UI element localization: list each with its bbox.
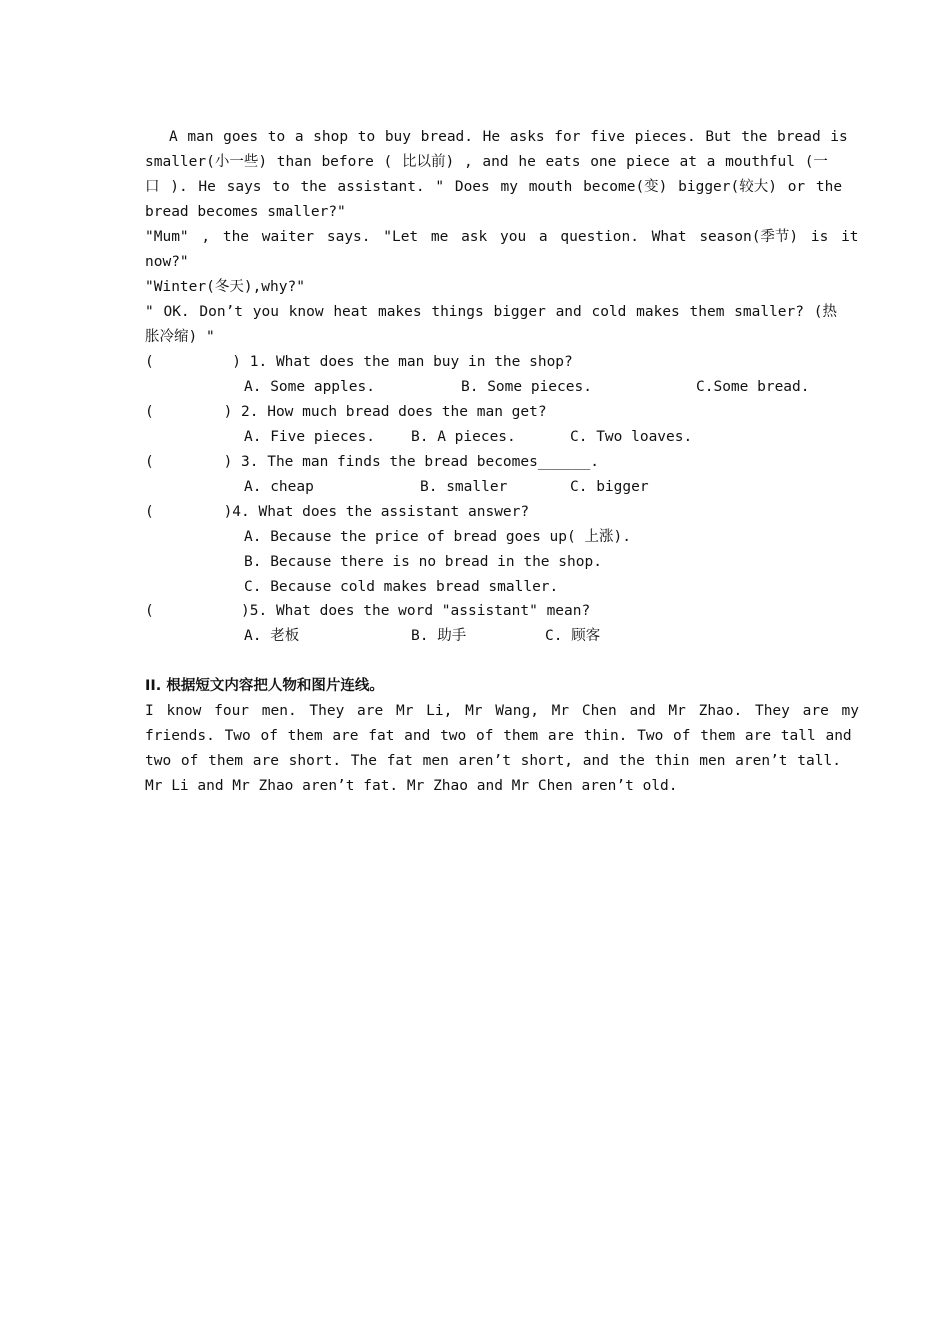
question-3-option-a: A. cheap xyxy=(244,479,314,495)
question-4-stem: ( )4. What does the assistant answer? xyxy=(145,504,530,520)
question-5-option-b: B. 助手 xyxy=(411,628,467,644)
question-3-stem: ( ) 3. The man finds the bread becomes______. xyxy=(145,454,599,470)
passage-line-4: bread becomes smaller?" xyxy=(145,204,346,220)
question-3-option-b: B. smaller xyxy=(420,479,508,495)
section-2-line-1: I know four men. They are Mr Li, Mr Wang, Mr Chen and Mr Zhao. They are my xyxy=(145,703,860,719)
section-2-line-2: friends. Two of them are fat and two of them are thin. Two of them are tall and xyxy=(145,728,852,744)
question-5-option-c: C. 顾客 xyxy=(545,628,601,644)
question-4-option-c: C. Because cold makes bread smaller. xyxy=(244,579,559,595)
passage-line-8: " OK. Don’t you know heat makes things bigger and cold makes them smaller? (热 xyxy=(145,304,837,320)
passage-line-3: 口 ). He says to the assistant. " Does my mouth become(变) bigger(较大) or the xyxy=(145,179,843,195)
passage-line-6: now?" xyxy=(145,254,189,270)
section-2-line-4: Mr Li and Mr Zhao aren’t fat. Mr Zhao and Mr Chen aren’t old. xyxy=(145,778,678,794)
question-2-option-b: B. A pieces. xyxy=(411,429,516,445)
question-4-option-b: B. Because there is no bread in the shop. xyxy=(244,554,602,570)
question-4-option-a: A. Because the price of bread goes up( 上涨). xyxy=(244,529,631,545)
passage-line-9: 胀冷缩) " xyxy=(145,329,215,345)
passage-line-5: "Mum" , the waiter says. "Let me ask you a question. What season(季节) is it xyxy=(145,229,859,245)
passage-line-2: smaller(小一些) than before ( 比以前) , and he eats one piece at a mouthful (一 xyxy=(145,154,828,170)
question-2-stem: ( ) 2. How much bread does the man get? xyxy=(145,404,547,420)
question-3-option-c: C. bigger xyxy=(570,479,649,495)
section-2-heading: ⅠⅠ. 根据短文内容把人物和图片连线。 xyxy=(145,678,384,694)
question-2-option-c: C. Two loaves. xyxy=(570,429,693,445)
passage-line-7: "Winter(冬天),why?" xyxy=(145,279,305,295)
section-2-line-3: two of them are short. The fat men aren’t short, and the thin men aren’t tall. xyxy=(145,753,841,769)
question-5-stem: ( )5. What does the word "assistant" mean? xyxy=(145,603,591,619)
question-1-option-c: C.Some bread. xyxy=(696,379,810,395)
question-5-option-a: A. 老板 xyxy=(244,628,300,644)
question-1-option-a: A. Some apples. xyxy=(244,379,375,395)
question-2-option-a: A. Five pieces. xyxy=(244,429,375,445)
passage-line-1 xyxy=(169,127,848,147)
question-1-option-b: B. Some pieces. xyxy=(461,379,592,395)
question-1-stem: ( ) 1. What does the man buy in the shop? xyxy=(145,354,573,370)
passage-line-1-text: A man goes to a shop to buy bread. He asks for five pieces. But the bread is xyxy=(169,129,848,145)
